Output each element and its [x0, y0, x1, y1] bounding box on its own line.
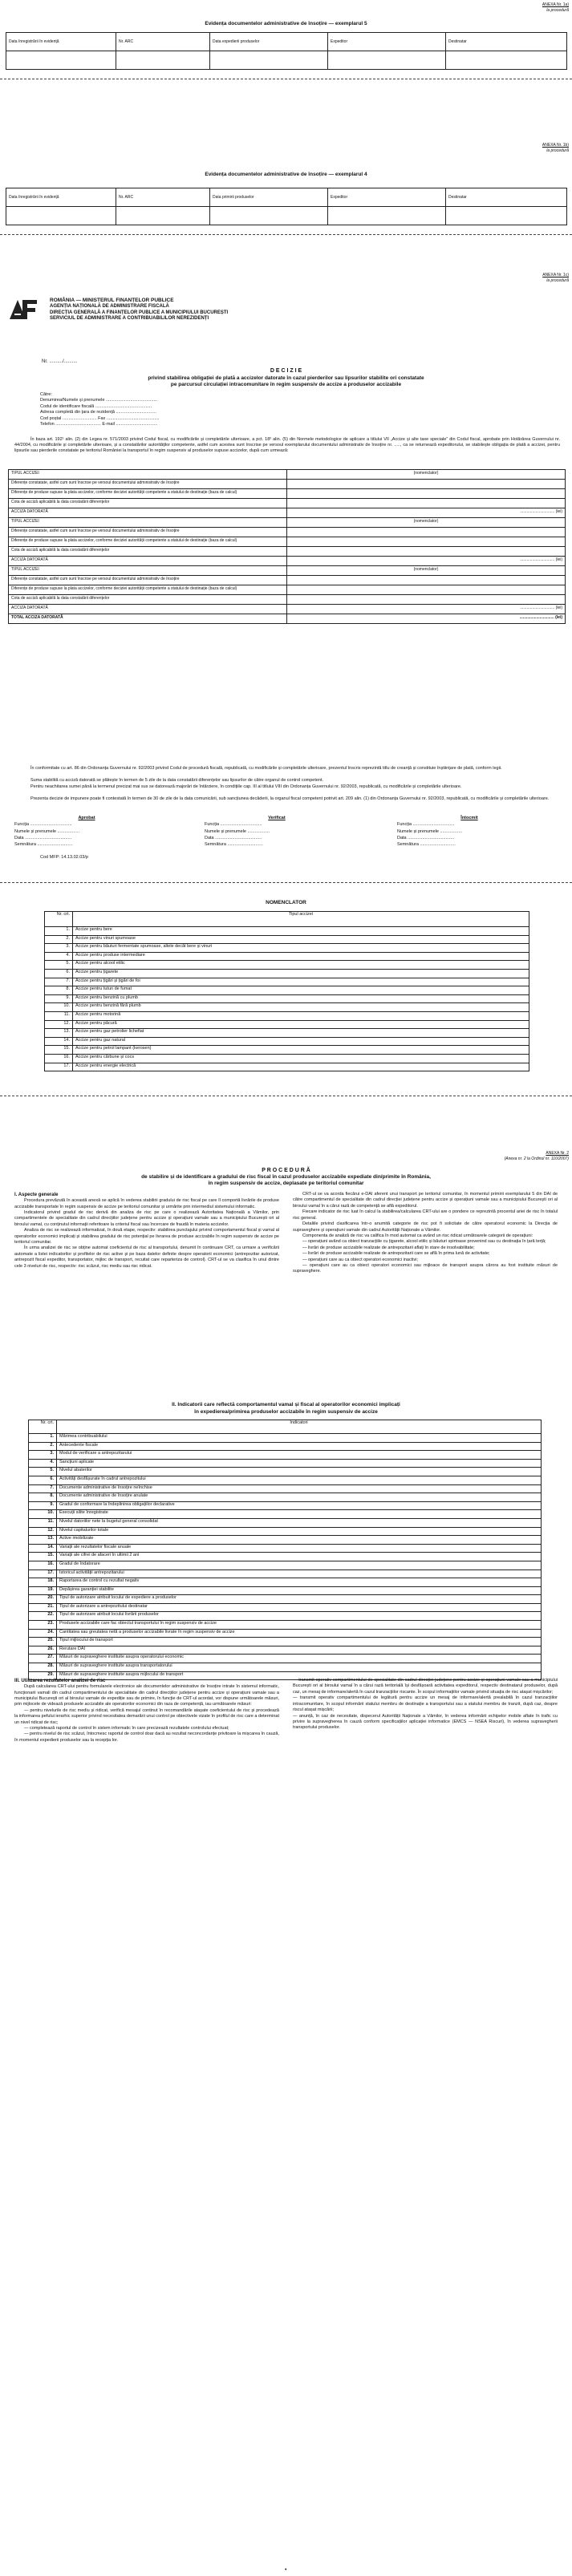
col-header: Data expedierii produselor: [210, 33, 328, 51]
procedure-left-column: I. Aspecte generale Procedura prevăzută în această anexă se aplică în vederea stabilirii gradului de risc fiscal pe care îl comportă livrările de produse accizabile transportate în regim suspensiv de accize pe teritoriul comunitar și urmărite prin intermediul sistemului informatic. Indicatorul privind gradul de risc derivă din analiza de risc pe care o realizează Autoritatea Națională a Vămilor, prin compartimentele de specialitate din cadrul direcțiilor județene pentru accize și operațiuni vamale sau a municipiului București ori al biroului vamal, cu conținutul informații referitoare la criteriul fiscal sau încercare de fraudă în materia accizelor. Analiza de risc se realizează informatizat, în două etape, respectiv: stabilirea punctajului privind comportamentul fiscal și vamal al operatorilor economici implicați și stabilirea gradului de risc potențial pe livrarea de produse accizabile în regim suspensiv de accize pe teritoriul comunitar. În urma analizei de risc se obține automat coeficientul de risc al transportului, denumit în continuare CRT, ca urmare a verificării automate a listei indicatorilor și profilelor de risc active și pe baza datelor definite despre operatorii economici (antrepozitar autorizat, antrepozit fiscal expeditor, transportator, mijloc de transport, recuitat care reparteriza de control). CRT-ul se va clasifica în unul dintre cele 3 niveluri de risc, respectiv: risc scăzut, risc mediu sau risc ridicat.: [14, 1193, 279, 1269]
table-row: TOTAL ACCIZA DATORATĂ ............................... (lei): [9, 614, 566, 624]
table-row: [29, 1476, 542, 1484]
col-header: Data înregistrării în evidență: [6, 33, 116, 51]
decision-title: D E C I Z I E: [270, 368, 302, 374]
anaf-logo-icon: [8, 297, 39, 321]
row-label: Gradul de conformare la îndeplinirea obligațiilor declarative: [57, 1501, 542, 1510]
row-label: Mărimea contribuabilului: [57, 1434, 542, 1443]
table-row: [29, 1527, 542, 1536]
annex-1a-tag: ANEXA Nr. 1a) la procedură: [542, 2, 569, 13]
col-header: Data primirii produselor: [210, 188, 328, 207]
table-row: ACCIZA DATORATĂ ............................... (lei): [9, 605, 566, 614]
row-label: Măsuri de supraveghere instituite asupra operatorului economic: [57, 1655, 542, 1663]
row-number: 28.: [29, 1663, 57, 1672]
table-row: [45, 969, 529, 978]
signature-verified: Verificat Funcția .................................. Numele și prenumele .................. Data ...................................... Semnătura .............................: [205, 816, 286, 847]
table-row: [29, 1655, 542, 1663]
table-row: [45, 927, 529, 936]
row-label: Accize pentru produse intermediare: [73, 952, 529, 961]
row-number: 5.: [45, 961, 73, 970]
row-number: 27.: [29, 1655, 57, 1663]
annex-4-title: Evidența documentelor administrative de însoțire — exemplarul 4: [205, 172, 367, 177]
row-label: Modul de verificare a antrepozitarului: [57, 1451, 542, 1460]
table-row: [29, 1510, 542, 1519]
indicators-table: [28, 1420, 542, 1680]
excise-table: [8, 469, 566, 624]
table-row: Cota de acciză aplicabilă la data constatării diferențelor: [9, 547, 566, 557]
row-label: Măsuri de supraveghere instituite asupra mijlocului de transport: [57, 1671, 542, 1680]
row-label: Istoricul activității antrepozitarului: [57, 1569, 542, 1578]
row-label: Gradul de îndatorare: [57, 1561, 542, 1569]
row-label: Documente administrative de însoțire neînchise: [57, 1484, 542, 1493]
row-number: 1.: [45, 927, 73, 936]
row-number: 12.: [45, 1020, 73, 1029]
table-row: [45, 1011, 529, 1020]
row-label: Accize pentru alcool etilic: [73, 961, 529, 970]
annex-1c-tag: ANEXA Nr. 1c) la procedură: [542, 273, 569, 283]
row-number: 11.: [45, 1011, 73, 1020]
table-row: [6, 207, 567, 225]
row-number: 8.: [45, 986, 73, 995]
table-row: [29, 1569, 542, 1578]
col-header: Nr. ARC: [116, 33, 210, 51]
table-row: TIPUL ACCIZEI (nomenclator): [9, 566, 566, 576]
col-header: Expeditor: [328, 188, 446, 207]
row-number: 1.: [29, 1434, 57, 1443]
table-row: [45, 1020, 529, 1029]
table-row: [45, 961, 529, 970]
row-label: Depășirea garanției stabilite: [57, 1586, 542, 1595]
table-row: [29, 1629, 542, 1638]
table-row: [45, 1037, 529, 1046]
row-label: Accize pentru vinuri spumoase: [73, 935, 529, 944]
decision-number: Nr. ........../..........: [42, 359, 78, 364]
table-row: [29, 1536, 542, 1545]
table-row: [45, 1029, 529, 1038]
row-label: Accize pentru petrol lampant (kerosen): [73, 1046, 529, 1055]
col-header: Nr. ARC: [116, 188, 210, 207]
signature-drafted: Întocmit Funcția .................................. Numele și prenumele .................. Data ...................................... Semnătura .............................: [397, 816, 478, 847]
row-number: 2.: [29, 1442, 57, 1451]
form-code: Cod MFP: 14.13.02.03/p: [40, 855, 88, 860]
separator: [0, 882, 572, 883]
col-header: Nr. crt.: [45, 912, 73, 927]
row-number: 15.: [29, 1553, 57, 1561]
section-3-left-column: III. Utilizarea rezultatelor analizei de risc După calcularea CRT-ului pentru formularele electronice ale documentelor administrative de însoțire intrate în sistemul informatic, funcționarii vamali din cadrul compartimentului de specialitate din cadrul direcțiilor județene pentru accize și operațiuni vamale sau a municipiului București ori al biroului vamale de expediție sau de primire, în funcție de CRT-ul acordat, vor dispune următoarele măsuri, prin mijlocele de videază produsele accizabile ale operatorilor economici din raza de competență, iau următoarele măsuri: — pentru nivelurile de risc mediu și ridicat, verifică mesajul continut în recomandările atașate coeficientului de risc și procedează la informarea pefului ierarhic superior privind necesitatea demarării unui control pe obiectivele vizate în profilul de risc care a determinat un nivel ridicat de risc; — completează raportul de control în sistem informatic în care precizează rezultatele controlului efectuat; — pentru nivelul de risc scăzut, întocmesc raportul de control doar dacă au rezultat neconcordanțe privitoare la mișcarea în cauză, în momentul expedierii produselor sau la recepția lor.: [14, 1679, 279, 1743]
register-table-ex4: [6, 188, 567, 225]
table-row: TIPUL ACCIZEI (nomenclator): [9, 518, 566, 528]
row-number: 16.: [29, 1561, 57, 1569]
row-number: 25.: [29, 1638, 57, 1646]
signature-approved: Aprobat Funcția .................................. Numele și prenumele .................. Data ...................................... Semnătura .............................: [14, 816, 95, 847]
table-row: Diferențe constatate, astfel cum sunt înscrise pe versoul documentului administrativ de însoțire: [9, 576, 566, 585]
table-row: [45, 994, 529, 1003]
row-label: Variații ale rezultatelor fiscale anuale: [57, 1544, 542, 1553]
row-number: 12.: [29, 1527, 57, 1536]
row-label: Accize pentru tutun de fumat: [73, 986, 529, 995]
decision-subtitle: privind stabilirea obligației de plată a accizelor datorate în cazul pierderilor sau lipsurilor stabilite ori constatate: [148, 375, 424, 381]
table-row: Diferențe de produse supuse la plata accizelor, conforme deciziei autorității competente a statului de destinație (baza de calcul): [9, 585, 566, 595]
row-number: 11.: [29, 1518, 57, 1527]
table-row: [29, 1553, 542, 1561]
row-number: 17.: [29, 1569, 57, 1578]
table-row: [45, 978, 529, 986]
decision-paragraph: În conformitate cu art. 86 din Ordonanța Guvernului nr. 92/2003 privind Codul de procedură fiscală, republicată, cu modificările și completările ulterioare, prezentul înscris reprezintă titlu de creanță și constituie înștiințare de plată, conform legii.: [30, 766, 502, 771]
table-row: [29, 1451, 542, 1460]
ministry-header: ROMÂNIA — MINISTERUL FINANȚELOR PUBLICE AGENȚIA NAȚIONALĂ DE ADMINISTRARE FISCALĂ DIRECȚIA GENERALĂ A FINANȚELOR PUBLICE A MUNICIPIULUI BUCUREȘTI SERVICIUL DE ADMINISTRARE A CONTRIBUABILILOR NEREZIDENȚI: [50, 298, 229, 322]
row-label: Tipul de autorizare atribuit locului de expediere a produselor: [57, 1595, 542, 1604]
page-bullet: •: [285, 2567, 287, 2573]
row-number: 10.: [45, 1003, 73, 1012]
procedure-subtitle: în regim suspensiv de accize, deplasate pe teritoriul comunitar: [208, 1181, 364, 1186]
row-label: Nivelul datoriilor nete la bugetul general consolidat: [57, 1518, 542, 1527]
table-row: [45, 1063, 529, 1071]
row-label: Accize pentru benzină cu plumb: [73, 994, 529, 1003]
table-row: [45, 986, 529, 995]
decision-subtitle: pe parcursul circulației intracomunitare în regim suspensiv de accize a produselor accizabile: [170, 382, 402, 387]
row-number: 17.: [45, 1063, 73, 1071]
table-row: [29, 1493, 542, 1502]
table-row: [29, 1518, 542, 1527]
row-number: 4.: [29, 1459, 57, 1468]
table-row: [29, 1621, 542, 1630]
table-row: [45, 935, 529, 944]
recipient-block: Către: Denumirea/Numele și prenumele .......................................... Codul de identificare fiscală .............................................. Adresa completă din țara de rezidență ................................. Cod poștal ............................ Fax ........................................... Telefon ..................................... E-mail ..................................: [40, 392, 160, 427]
row-number: 24.: [29, 1629, 57, 1638]
row-number: 6.: [45, 969, 73, 978]
row-label: Execuții silite înregistrate: [57, 1510, 542, 1519]
row-number: 4.: [45, 952, 73, 961]
row-label: Nivelul abaterilor: [57, 1468, 542, 1476]
decision-paragraph: Prezenta decizie de impunere poate fi contestată în termen de 30 de zile de la data comunicării, sub sancțiunea decăderii, la organul fiscal competent potrivit art. 209 alin. (1) din Ordonanța Guvernului nr. 92/2003, republicată, cu modificările și completările ulterioare.: [30, 796, 550, 801]
row-number: 9.: [45, 994, 73, 1003]
row-label: Accize pentru gaz petrolier lichefiat: [73, 1029, 529, 1038]
row-label: Antecedente fiscale: [57, 1442, 542, 1451]
row-label: Accize pentru țigări și țigări de foi: [73, 978, 529, 986]
row-number: 10.: [29, 1510, 57, 1519]
table-row: Diferențe constatate, astfel cum sunt înscrise pe versoul documentului administrativ de însoțire: [9, 528, 566, 537]
table-row: [29, 1459, 542, 1468]
row-number: 19.: [29, 1586, 57, 1595]
table-row: [29, 1561, 542, 1569]
row-label: Accize pentru gaz natural: [73, 1037, 529, 1046]
row-number: 14.: [29, 1544, 57, 1553]
row-number: 26.: [29, 1646, 57, 1655]
decision-paragraph: Pentru neachitarea sumei până la termenul precizat mai sus se datorează majorări de întârziere, în condițiile cap. III al titlului VIII din Ordonanța Guvernului nr. 92/2003, republicată, cu modificările și completările ulterioare.: [30, 784, 462, 789]
row-number: 20.: [29, 1595, 57, 1604]
annex-2-tag: ANEXA Nr. 2 (Anexa nr. 2 la Ordinul nr. 110/2007): [504, 1151, 569, 1161]
row-label: Sancțiuni aplicate: [57, 1459, 542, 1468]
col-header: Tipul accizei: [73, 912, 529, 927]
row-number: 21.: [29, 1603, 57, 1612]
col-header: Indicatori: [57, 1420, 542, 1434]
table-row: Cota de acciză aplicabilă la data constatării diferențelor: [9, 595, 566, 605]
row-label: Cantitatea sau greutatea netă a produselor accizabile livrate în regim suspensiv de accize: [57, 1629, 542, 1638]
table-row: [29, 1663, 542, 1672]
separator: [0, 234, 572, 235]
row-label: Tipul de autorizare atribuit locului livrării produselor: [57, 1612, 542, 1621]
row-number: 5.: [29, 1468, 57, 1476]
table-row: [29, 1468, 542, 1476]
row-number: 29.: [29, 1671, 57, 1680]
row-label: Nivelul capitalurilor totale: [57, 1527, 542, 1536]
row-label: Măsuri de supraveghere instituite asupra transportatorului: [57, 1663, 542, 1672]
row-label: Accize pentru motorină: [73, 1011, 529, 1020]
row-label: Accize pentru cărbune și cocs: [73, 1054, 529, 1063]
table-row: ACCIZA DATORATĂ ............................... (lei): [9, 557, 566, 566]
table-row: ACCIZA DATORATĂ ............................... (lei): [9, 508, 566, 518]
col-header: Nr. crt.: [29, 1420, 57, 1434]
table-row: [29, 1578, 542, 1587]
section-3-right-column: — transmit operativ compartimentului de specialitate din cadrul direcției județene pentru accize și operațiuni vamale sau a municipiului București ori al biroului vamal în a cărui rază teritorială își desfășoară activitatea expeditorul, respectiv destinatarul produselor, după caz, un mesaj de informare/alertă în cazul tranzacțiilor riscante. În scopul informațiilor vamale privind situația de risc atașat mișcărilor; — transmit operativ compartimentului de legătură pentru accize un mesaj de informare/alertă prealabilă în cazul tranzacțiilor intracomunitare, în scopul informării statului membru de destinație a transportului sau a statului membru de tranzit, după caz, despre riscul atașat mișcării; — anunță, în caz de necesitate, dispecerul Autorității Naționale a Vămilor, în vederea informării echipelor mobile aflate în trafic cu privire la supravegherea în cauză conform specificațiilor aplicației informatice (EMCS — NSEA Riscuri), în vederea supravegherii transportului produselor.: [293, 1678, 558, 1731]
procedure-subtitle: de stabilire și de identificare a gradului de risc fiscal în cazul produselor accizabile expediate din/primite în România,: [141, 1174, 431, 1180]
col-header: Destinatar: [446, 33, 567, 51]
table-row: Diferențe constatate, astfel cum sunt înscrise pe versoul documentului administrativ de însoțire: [9, 480, 566, 489]
annex-1b-tag: ANEXA Nr. 1b) la procedură: [542, 143, 569, 153]
row-number: 23.: [29, 1621, 57, 1630]
row-number: 22.: [29, 1612, 57, 1621]
table-row: [29, 1484, 542, 1493]
row-label: Accize pentru energie electrică: [73, 1063, 529, 1071]
row-number: 13.: [45, 1029, 73, 1038]
table-row: Diferențe de produse supuse la plata accizelor, conforme deciziei autorității competente a statului de destinație (baza de calcul): [9, 537, 566, 547]
row-number: 14.: [45, 1037, 73, 1046]
decision-intro: În baza art. 192¹ alin. (2) din Legea nr. 571/2003 privind Codul fiscal, cu modificările și completările ulterioare, a pct. 18² alin. (5) din Normele metodologice de aplicare a titlului VII „Accize și alte taxe speciale” din Codul fiscal, aprobate prin Hotărârea Guvernului nr. 44/2004, cu modificările și completările ulterioare, și a constatărilor autorităților competente, astfel cum acestea sunt înscrise pe versoul exemplarului documentului administrativ de însoțire nr. ....., ca se returnează expeditorului, se stabilește obligația de plată a accizei, pentru lipsurile sau pierderile constatate pe teritoriul României la transportul în regim suspensiv al produselor supuse accizelor, după cum urmează:: [14, 437, 560, 454]
table-row: [29, 1442, 542, 1451]
table-row: Cota de acciză aplicabilă la data constatării diferențelor: [9, 499, 566, 508]
col-header: Data înregistrării în evidență: [6, 188, 116, 207]
table-row: [45, 1003, 529, 1012]
row-label: Documente administrative de însoțire anulate: [57, 1493, 542, 1502]
row-label: Produsele accizabile care fac obiectul transportului în regim suspensiv de accize: [57, 1621, 542, 1630]
row-label: Accize pentru bere: [73, 927, 529, 936]
table-row: [29, 1501, 542, 1510]
table-row: [29, 1434, 542, 1443]
row-number: 3.: [29, 1451, 57, 1460]
row-number: 7.: [29, 1484, 57, 1493]
annex-5-title: Evidența documentelor administrative de însoțire — exemplarul 5: [205, 21, 367, 26]
table-row: Diferențe de produse supuse la plata accizelor, conforme deciziei autorității competente a statului de destinație (baza de calcul): [9, 489, 566, 499]
procedure-right-column: CRT-ul se va acorda fiecărui e-DAI aferent unui transport pe teritoriul comunitar, în momentul primirii exemplarului 5 din DAI de către compartimentul de specialitate din cadrul direcției județene pentru accize și operațiuni vamale sau a municipiului București ori al biroului vamal în a cărui rază de competență se află expeditorul. Fiecare indicator de risc luat în calcul la stabilirea/calcularea CRT-ului are o pondere ce reprezintă procentul ariei de risc în totalul risc general. Detaliile privind clasificarea într-o anumită categorie de risc pot fi solicitate de către operatorul economic la Direcția de supraveghere și operațiuni vamale din cadrul Autorității Naționale a Vămilor. Componenta de analiză de risc va califica în mod automat ca având un risc ridicat următoarele categorii de operațiuni: — operațiuni având ca obiect tranzacțiile cu țigarete, alcool etilic și băuturi spirtoase provenind sau cu destinația în țară terță; — livrări de produse accizabile realizate de antrepozitarii aflați în stare de insolvabilitate; — livrări de produse accizabile realizate de antrepozitarii care se află în prima lună de activitate; — operațiuni care au ca obiect operatori economici inactivi; — operațiuni care au ca obiect operatori economici sau mijloace de transport asupra cărora au fost instituite măsuri de supraveghere.: [293, 1192, 558, 1274]
table-row: TIPUL ACCIZEI (nomenclator): [9, 470, 566, 480]
row-label: Accize pentru țigarete: [73, 969, 529, 978]
row-label: Tipul de autorizare a antrepozitului destinatar: [57, 1603, 542, 1612]
row-label: Rerutare DAI: [57, 1646, 542, 1655]
row-label: Activități desfășurate în cadrul antrepozitului: [57, 1476, 542, 1484]
table-row: [29, 1595, 542, 1604]
row-label: Raportarea de control cu rezultat negativ: [57, 1578, 542, 1587]
row-number: 18.: [29, 1578, 57, 1587]
table-row: [29, 1544, 542, 1553]
nomenclator-title: NOMENCLATOR: [266, 900, 306, 905]
table-row: [6, 51, 567, 70]
row-label: Accize pentru păcură: [73, 1020, 529, 1029]
row-number: 15.: [45, 1046, 73, 1055]
row-number: 3.: [45, 944, 73, 953]
table-row: [29, 1638, 542, 1646]
col-header: Expeditor: [328, 33, 446, 51]
row-number: 2.: [45, 935, 73, 944]
row-label: Active imobilizate: [57, 1536, 542, 1545]
row-number: 13.: [29, 1536, 57, 1545]
table-row: [29, 1612, 542, 1621]
row-number: 16.: [45, 1054, 73, 1063]
table-row: [29, 1603, 542, 1612]
section-2-title: în expedierea/primirea produselor accizabile în regim suspensiv de accize: [194, 1409, 378, 1415]
section-2-title: II. Indicatorii care reflectă comportamentul vamal și fiscal al operatorilor economici implicați: [172, 1402, 400, 1407]
row-label: Accize pentru benzină fără plumb: [73, 1003, 529, 1012]
row-number: 9.: [29, 1501, 57, 1510]
table-row: [45, 1046, 529, 1055]
decision-paragraph: Suma stabilită cu acciză datorată se plătește în termen de 5 zile de la data constatării diferențelor sau lipsurilor de către organul de control competent.: [30, 778, 324, 783]
row-number: 7.: [45, 978, 73, 986]
row-number: 8.: [29, 1493, 57, 1502]
row-label: Tipul mijlocului de transport: [57, 1638, 542, 1646]
register-table-ex5: [6, 32, 567, 70]
row-label: Variații ale cifrei de afaceri în ultimii 2 ani: [57, 1553, 542, 1561]
table-row: [45, 952, 529, 961]
procedure-title: P R O C E D U R Ă: [262, 1168, 310, 1173]
col-header: Destinatar: [446, 188, 567, 207]
table-row: [45, 944, 529, 953]
row-label: Accize pentru băuturi fermentate spumoase, altele decât bere și vinuri: [73, 944, 529, 953]
table-row: [29, 1646, 542, 1655]
row-number: 6.: [29, 1476, 57, 1484]
table-row: [45, 1054, 529, 1063]
table-row: [29, 1586, 542, 1595]
nomenclator-table: [44, 911, 529, 1071]
